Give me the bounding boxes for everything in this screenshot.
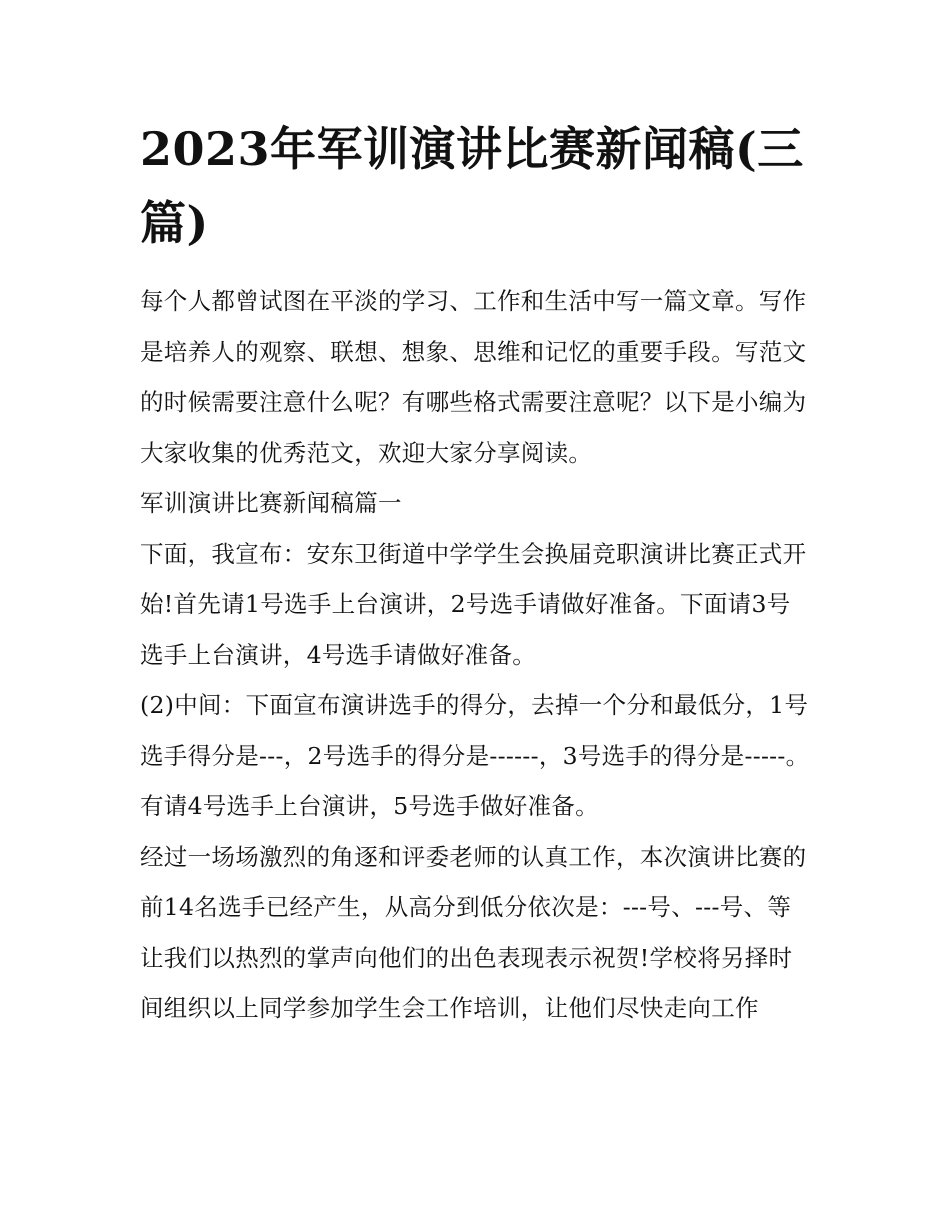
section-heading: 军训演讲比赛新闻稿篇一	[140, 489, 402, 517]
body-paragraph: 让我们以热烈的掌声向他们的出色表现表示祝贺!学校将另择时间组织以上同学参加学生会工作培训，让他们尽快走向工作	[140, 943, 793, 1022]
title-spacer	[140, 260, 812, 276]
body-paragraph: (2)中间：下面宣布演讲选手的得分，去掉一个分和最低分，1号选手得分是---，2号选手的得分是------，3号选手的得分是-----。有请4号选手上台演讲，5号选手做好准备。	[140, 691, 810, 820]
body-paragraph: 经过一场场激烈的角逐和评委老师的认真工作，本次演讲比赛的前14名选手已经产生，从高分到低分依次是：---号、---号、等	[140, 842, 807, 921]
document-title: 2023年军训演讲比赛新闻稿(三篇)	[140, 122, 804, 250]
body-paragraph: 下面，我宣布：安东卫街道中学学生会换届竞职演讲比赛正式开始!首先请1号选手上台演讲，2号选手请做好准备。下面请3号选手上台演讲，4号选手请做好准备。	[140, 539, 807, 669]
intro-paragraph: 每个人都曾试图在平淡的学习、工作和生活中写一篇文章。写作是培养人的观察、联想、想象、思维和记忆的重要手段。写范文的时候需要注意什么呢？有哪些格式需要注意呢？以下是小编为大家收集的优秀范文，欢迎大家分享阅读。	[140, 287, 807, 467]
document-body	[140, 112, 812, 1034]
